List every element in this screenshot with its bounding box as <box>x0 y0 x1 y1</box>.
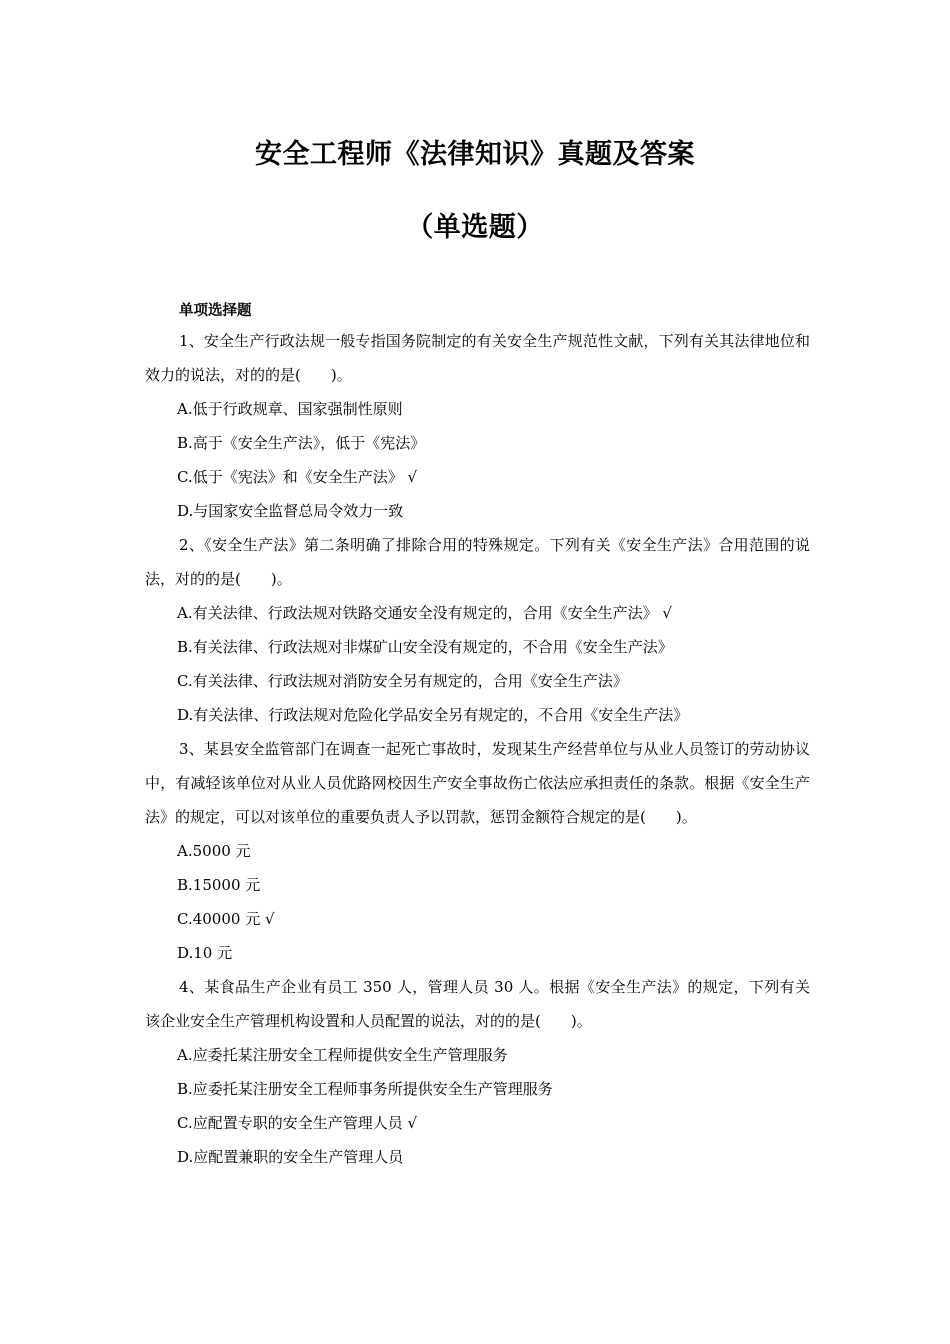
document-subtitle: （单选题） <box>406 212 544 243</box>
answer-option-b: B.15000 元 <box>177 876 261 894</box>
answer-option-c: C.应配置专职的安全生产管理人员 √ <box>177 1114 418 1132</box>
question-block <box>145 732 810 970</box>
answer-option-b: B.应委托某注册安全工程师事务所提供安全生产管理服务 <box>177 1080 553 1098</box>
answer-option-b: B.高于《安全生产法》，低于《宪法》 <box>177 434 426 452</box>
answer-option-a: A.应委托某注册安全工程师提供安全生产管理服务 <box>177 1046 508 1064</box>
answer-option-d: D.10 元 <box>177 944 233 962</box>
answer-option-c: C.低于《宪法》和《安全生产法》 √ <box>177 468 418 486</box>
question-block <box>145 970 810 1174</box>
answer-option-d: D.与国家安全监督总局令效力一致 <box>177 502 404 520</box>
answer-option-b: B.有关法律、行政法规对非煤矿山安全没有规定的，不合用《安全生产法》 <box>177 638 673 656</box>
question-text: 3、某县安全监管部门在调查一起死亡事故时，发现某生产经营单位与从业人员签订的劳动协议中，有减轻该单位对从业人员优路网校因生产安全事故伤亡依法应承担责任的条款。根据《安全生产法》的规定，可以对该单位的重要负责人予以罚款，惩罚金额符合规定的是( )。 <box>145 740 810 826</box>
answer-option-d: D.有关法律、行政法规对危险化学品安全另有规定的，不合用《安全生产法》 <box>177 706 689 724</box>
question-list <box>145 324 810 1174</box>
document-title: 安全工程师《法律知识》真题及答案 <box>255 139 695 170</box>
answer-option-c: C.有关法律、行政法规对消防安全另有规定的，合用《安全生产法》 <box>177 672 628 690</box>
answer-option-d: D.应配置兼职的安全生产管理人员 <box>177 1148 404 1166</box>
answer-option-c: C.40000 元 √ <box>177 910 275 928</box>
question-text: 2、《安全生产法》第二条明确了排除合用的特殊规定。下列有关《安全生产法》合用范围的说法，对的的是( )。 <box>145 536 810 588</box>
question-block <box>145 324 810 528</box>
answer-option-a: A.低于行政规章、国家强制性原则 <box>177 400 403 418</box>
question-text: 4、某食品生产企业有员工 350 人，管理人员 30 人。根据《安全生产法》的规定，下列有关该企业安全生产管理机构设置和人员配置的说法，对的的是( )。 <box>145 978 810 1030</box>
section-heading: 单项选择题 <box>179 303 252 319</box>
question-block <box>145 528 810 732</box>
answer-option-a: A.有关法律、行政法规对铁路交通安全没有规定的，合用《安全生产法》 √ <box>177 604 672 622</box>
question-text: 1、安全生产行政法规一般专指国务院制定的有关安全生产规范性文献，下列有关其法律地位和效力的说法，对的的是( )。 <box>145 332 810 384</box>
answer-option-a: A.5000 元 <box>177 842 251 860</box>
